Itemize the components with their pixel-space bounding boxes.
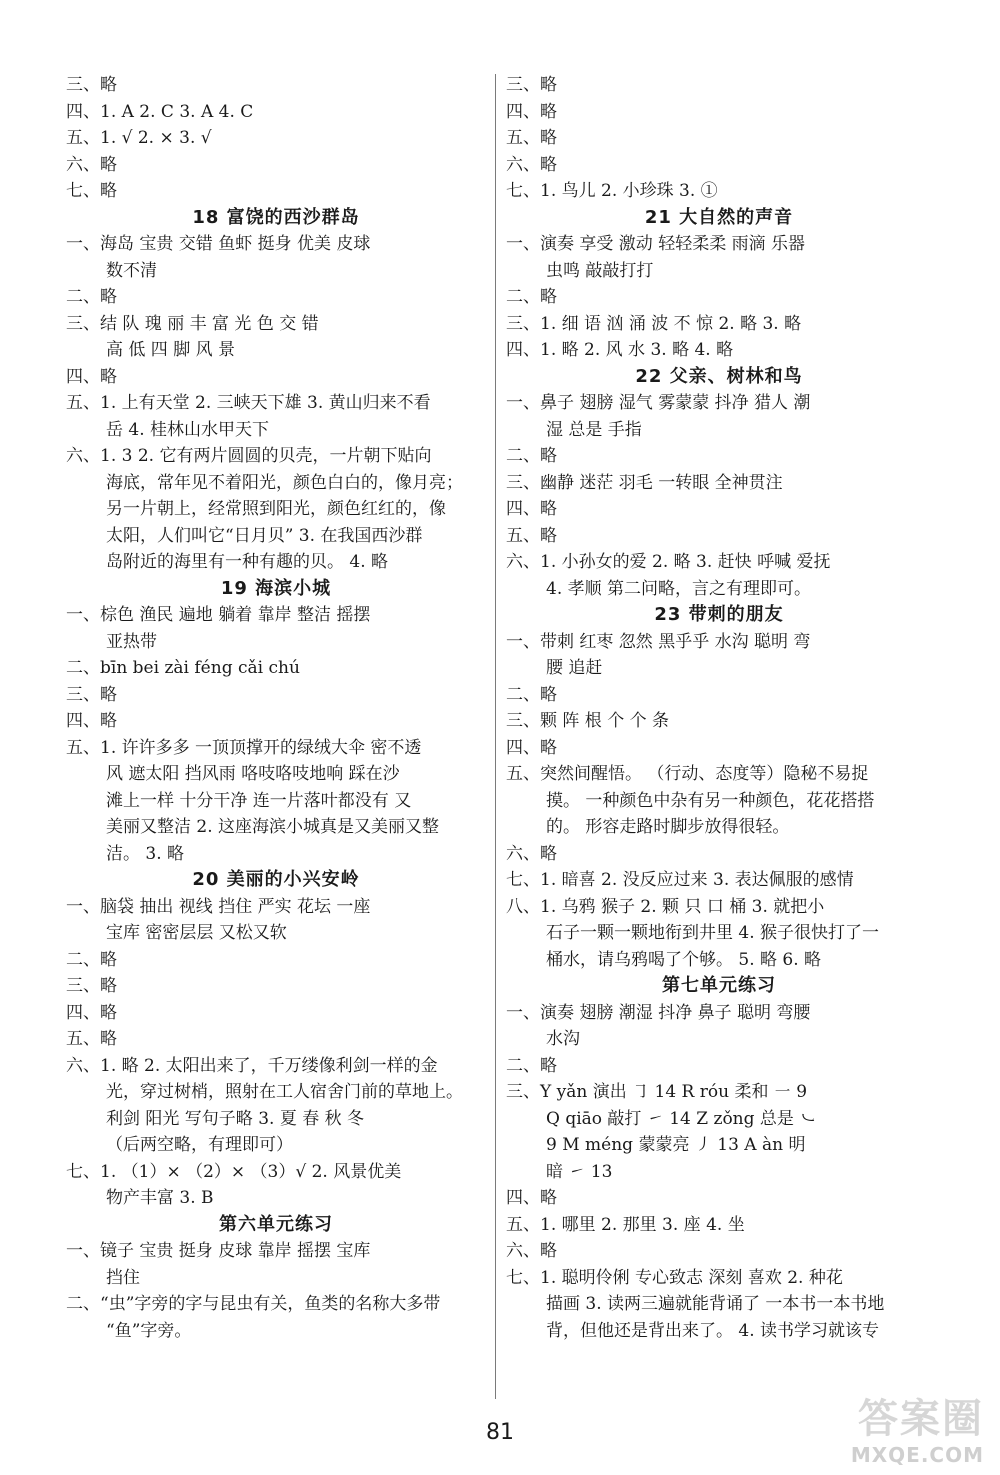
answer-line-continuation: 光，穿过树梢，照射在工人宿舍门前的草地上。 (106, 1082, 463, 1102)
answer-line-continuation: 高 低 四 脚 风 景 (106, 340, 236, 360)
answer-line: 五、略 (506, 525, 557, 546)
answer-line-continuation: 物产丰富 3. B (106, 1188, 214, 1208)
answer-line-continuation: 利剑 阳光 写句子略 3. 夏 春 秋 冬 (106, 1108, 365, 1129)
answer-line: 五、1. 上有天堂 2. 三峡天下雄 3. 黄山归来不看 (66, 393, 431, 413)
answer-line: 一、脑袋 抽出 视线 挡住 严实 花坛 一座 (66, 896, 371, 917)
answer-line-continuation: 太阳，人们叫它“日月贝” 3. 在我国西沙群 (106, 525, 423, 546)
answer-line-continuation: 摸。 一种颜色中杂有另一种颜色，花花搭搭 (546, 790, 875, 811)
answer-line: 二、“虫”字旁的字与昆虫有关，鱼类的名称大多带 (66, 1294, 441, 1314)
answer-line: 四、1. A 2. C 3. A 4. C (66, 101, 254, 122)
answer-line: 三、略 (506, 75, 557, 95)
answer-line-continuation: “鱼”字旁。 (106, 1320, 192, 1341)
answer-line: 三、1. 细 语 汹 涌 波 不 惊 2. 略 3. 略 (506, 313, 802, 334)
answer-line-continuation: 挡住 (106, 1267, 140, 1288)
answer-line: 五、突然间醒悟。 （行动、态度等）隐秘不易捉 (506, 764, 869, 784)
answer-line: 七、1. （1）× （2）× （3）√ 2. 风景优美 (66, 1161, 402, 1182)
answer-line-continuation: 4. 孝顺 第二问略，言之有理即可。 (546, 578, 812, 599)
answer-line: 六、1. 3 2. 它有两片圆圆的贝壳，一片朝下贴向 (66, 446, 432, 466)
answer-line: 六、1. 略 2. 太阳出来了，千万缕像利剑一样的金 (66, 1055, 438, 1076)
section-heading: 第七单元练习 (662, 975, 776, 996)
answer-line: 三、略 (66, 976, 117, 996)
answer-line: 一、带刺 红枣 忽然 黑乎乎 水沟 聪明 弯 (506, 631, 811, 652)
answer-line: 四、略 (506, 737, 557, 758)
answer-line: 四、略 (66, 366, 117, 387)
answer-line: 五、1. 许许多多 一顶顶撑开的绿绒大伞 密不透 (66, 737, 422, 758)
answer-line-continuation: 腰 追赶 (546, 658, 603, 678)
answer-line: 三、Y yǎn 演出 ㇆ 14 R róu 柔和 ㇐ 9 (506, 1082, 808, 1102)
section-heading: 18 富饶的西沙群岛 (192, 206, 360, 228)
answer-line-continuation: 海底，常年见不着阳光，颜色白白的，像月亮； (106, 472, 463, 493)
answer-line: 三、颗 阵 根 个 个 条 (506, 711, 670, 731)
answer-line: 三、幽静 迷茫 羽毛 一转眼 全神贯注 (506, 472, 783, 493)
answer-line-continuation: 另一片朝上，经常照到阳光，颜色红红的，像 (106, 499, 446, 519)
answer-line: 六、略 (506, 843, 557, 864)
answer-line: 四、略 (506, 101, 557, 122)
answer-line: 三、结 队 瑰 丽 丰 富 光 色 交 错 (66, 313, 319, 334)
answer-line-continuation: 虫鸣 敲敲打打 (546, 260, 654, 281)
answer-line: 三、略 (66, 75, 117, 95)
answer-line-continuation: 描画 3. 读两三遍就能背诵了 一本书一本书地 (546, 1294, 885, 1314)
answer-line: 一、演奏 翅膀 潮湿 抖净 鼻子 聪明 弯腰 (506, 1002, 811, 1023)
answer-line-continuation: 9 M méng 蒙蒙亮 ㇓ 13 A àn 明 (546, 1135, 806, 1155)
answer-line: 四、略 (506, 499, 557, 519)
answer-line: 二、bīn bei zài féng cǎi chú (66, 658, 300, 678)
answer-line: 六、略 (506, 1241, 557, 1261)
site-watermark (840, 1387, 988, 1467)
answer-line: 五、1. √ 2. × 3. √ (66, 128, 212, 148)
answer-line: 三、略 (66, 684, 117, 705)
answer-line: 七、1. 鸟儿 2. 小珍珠 3. ① (506, 181, 718, 201)
answer-line: 二、略 (66, 287, 117, 307)
right-column (506, 72, 932, 1344)
answer-line-continuation: 水沟 (546, 1029, 580, 1049)
section-heading: 20 美丽的小兴安岭 (192, 869, 360, 890)
answer-line: 五、略 (506, 128, 557, 148)
answer-line: 一、棕色 渔民 遍地 躺着 靠岸 整洁 摇摆 (66, 605, 371, 625)
section-heading: 22 父亲、树林和鸟 (635, 365, 803, 387)
answer-line-continuation: 背，但他还是背出来了。 4. 读书学习就该专 (546, 1320, 880, 1341)
answer-line: 四、略 (66, 711, 117, 731)
answer-line-continuation: 的。 形容走路时脚步放得很轻。 (546, 817, 790, 837)
column-divider (495, 74, 496, 1399)
answer-line: 八、1. 乌鸦 猴子 2. 颗 只 口 桶 3. 就把小 (506, 896, 825, 917)
section-heading: 23 带刺的朋友 (654, 604, 784, 625)
answer-line-continuation: 岳 4. 桂林山水甲天下 (106, 419, 270, 440)
answer-line: 一、海岛 宝贵 交错 鱼虾 挺身 优美 皮球 (66, 234, 371, 254)
answer-line-continuation: Q qiāo 敲打 ㇀ 14 Z zǒng 总是 ㇃ (546, 1108, 817, 1129)
answer-line-continuation: 湿 总是 手指 (546, 419, 642, 440)
answer-line-continuation: 桶水，请乌鸦喝了个够。 5. 略 6. 略 (546, 949, 822, 970)
answer-line: 四、略 (506, 1188, 557, 1208)
answer-line: 二、略 (506, 1055, 557, 1076)
section-heading: 第六单元练习 (219, 1213, 333, 1235)
answer-line-continuation: （后两空略，有理即可） (106, 1135, 293, 1155)
answer-line-continuation: 数不清 (106, 260, 157, 281)
answer-line-continuation: 风 遮太阳 挡风雨 咯吱咯吱地响 踩在沙 (106, 764, 400, 784)
answer-line: 一、鼻子 翅膀 湿气 雾蒙蒙 抖净 猎人 潮 (506, 393, 811, 413)
answer-line: 七、1. 暗喜 2. 没反应过来 3. 表达佩服的感情 (506, 870, 854, 890)
answer-line-continuation: 宝库 密密层层 又松又软 (106, 923, 287, 943)
section-heading: 21 大自然的声音 (644, 206, 794, 228)
answer-line: 一、镜子 宝贵 挺身 皮球 靠岸 摇摆 宝库 (66, 1241, 371, 1261)
answer-line: 七、1. 聪明伶俐 专心致志 深刻 喜欢 2. 种花 (506, 1267, 843, 1288)
page-number: 81 (486, 1420, 514, 1445)
answer-line-continuation: 暗 ㇀ 13 (546, 1161, 613, 1182)
answer-line-continuation: 亚热带 (106, 631, 157, 652)
answer-line-continuation: 岛附近的海里有一种有趣的贝。 4. 略 (106, 552, 389, 572)
answer-line: 六、1. 小孙女的爱 2. 略 3. 赶快 呼喊 爱抚 (506, 552, 831, 572)
answer-line: 六、略 (66, 154, 117, 175)
section-heading: 19 海滨小城 (220, 577, 332, 599)
answer-line: 二、略 (66, 949, 117, 970)
left-column (66, 72, 486, 1344)
answer-line: 五、1. 哪里 2. 那里 3. 座 4. 坐 (506, 1214, 745, 1235)
answer-line-continuation: 美丽又整洁 2. 这座海滨小城真是又美丽又整 (106, 817, 440, 837)
answer-line: 二、略 (506, 684, 557, 705)
answer-line: 一、演奏 享受 激动 轻轻柔柔 雨滴 乐器 (506, 234, 806, 254)
answer-line-continuation: 石子一颗一颗地衔到井里 4. 猴子很快打了一 (546, 923, 880, 943)
answer-line: 二、略 (506, 446, 557, 466)
watermark-url: MXQE.COM (850, 1443, 984, 1467)
answer-line-continuation: 滩上一样 十分干净 连一片落叶都没有 又 (106, 790, 412, 811)
answer-line: 二、略 (506, 287, 557, 307)
answer-line: 七、略 (66, 181, 117, 201)
answer-line: 四、1. 略 2. 风 水 3. 略 4. 略 (506, 340, 734, 360)
answer-line: 六、略 (506, 154, 557, 175)
answer-line: 四、略 (66, 1002, 117, 1023)
answer-line-continuation: 洁。 3. 略 (106, 843, 185, 864)
answer-line: 五、略 (66, 1029, 117, 1049)
watermark-logo-text: 答案圈 (858, 1396, 984, 1442)
